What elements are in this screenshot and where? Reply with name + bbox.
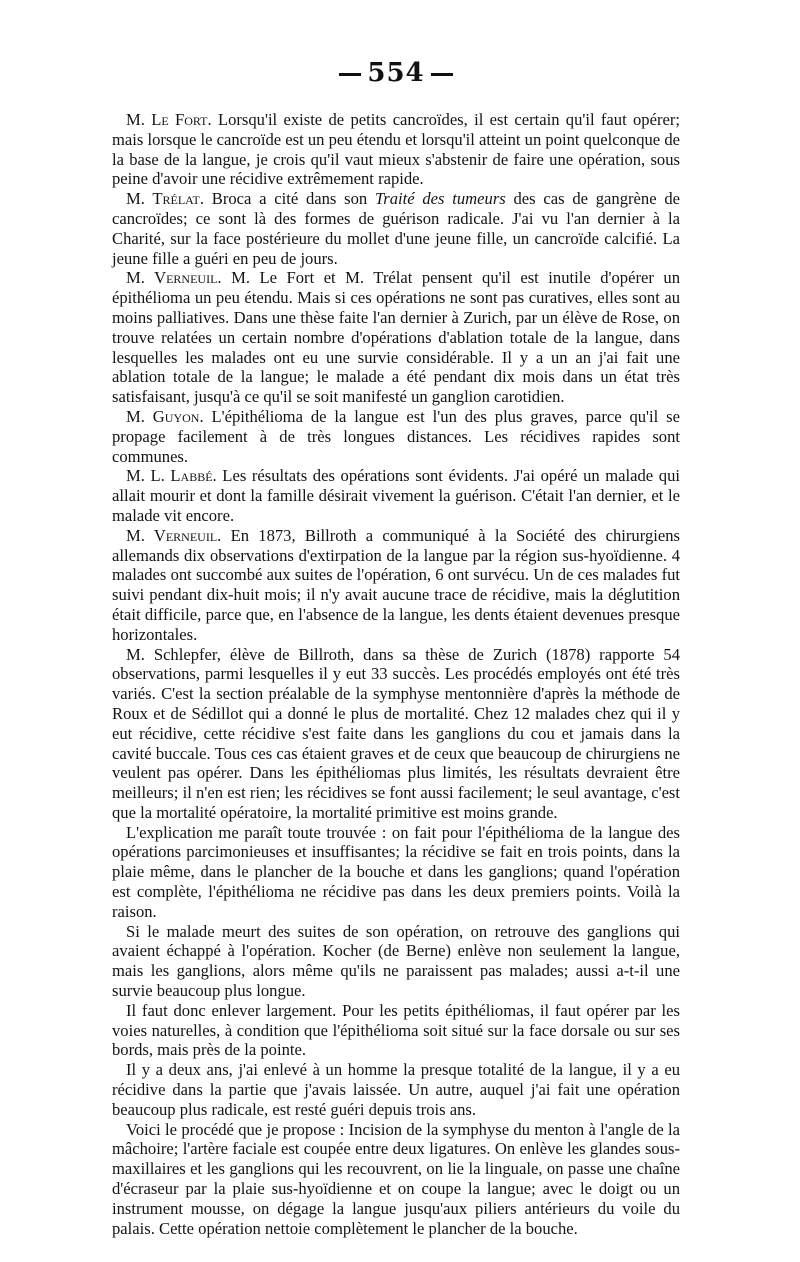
paragraph-labbe [112, 466, 680, 525]
book-title: Traité des tumeurs [374, 189, 506, 209]
paragraph-text: En 1873, Billroth a communiqué à la Société des chirurgiens allemands dix observations d'extirpation de la langue par la région sus-hyoïdienne. 4 malades ont succombé aux suites de l'opération, 6 ont survécu. Un de ces malades fut suivi pendant dix-huit mois; il n'y avait aucune trace de récidive, mais la déglutition était difficile, parce que, en l'absence de la langue, les dents étaient devenues presque horizontales. [112, 525, 680, 644]
paragraph-text: L'explication me paraît toute trouvée : on fait pour l'épithélioma de la langue des opérations parcimonieuses et insuffisantes; la récidive se fait en trois points, dans la plaie même, dans le plancher de la bouche et dans les ganglions; quand l'opération est complète, l'épithélioma ne récidive pas dans les deux premiers points. Voilà la raison. [112, 822, 680, 921]
paragraph-explication [112, 823, 680, 922]
dash-left [339, 73, 361, 76]
paragraph-text: des cas de gangrène de cancroïdes; ce sont là des formes de guérison radicale. J'ai vu l'an dernier à la Charité, sur la face postérieure du mollet d'une jeune fille, un cancroïde calcifié. La jeune fille a guéri en peu de jours. [112, 189, 680, 268]
paragraph-guyon [112, 407, 680, 466]
speaker-name: M. Verneuil. [126, 268, 222, 288]
speaker-name: M. L. Labbé. [126, 466, 217, 486]
paragraph-text: M. Le Fort et M. Trélat pensent qu'il est inutile d'opérer un épithélioma un peu étendu. Mais si ces opérations ne sont pas curatives, elles sont au moins palliatives. Dans une thèse faite l'an dernier à Zurich, par un élève de Rose, on trouve relatées un certain nombre d'opérations d'ablation totale de la langue, dans lesquelles les malades ont eu une survie considérable. Il y a un an j'ai fait une ablation totale de la langue; le malade a été pendant dix mois dans un état très satisfaisant, jusqu'à ce qu'il se soit manifesté un ganglion carotidien. [112, 268, 680, 407]
speaker-name: M. Le Fort. [126, 110, 212, 129]
speaker-name: M. Guyon. [126, 406, 204, 426]
paragraph-procede [112, 1120, 680, 1239]
paragraph-verneuil-2 [112, 526, 680, 645]
dash-right [431, 73, 453, 76]
paragraph-le-fort [112, 110, 680, 189]
paragraph-text: Il faut donc enlever largement. Pour les petits épithéliomas, il faut opérer par les voies naturelles, à condition que l'épithélioma soit situé sur la face dorsale ou sur ses bords, mais près de la pointe. [112, 1000, 680, 1060]
paragraph-text: Il y a deux ans, j'ai enlevé à un homme la presque totalité de la langue, il y a eu récidive dans la partie que j'avais laissée. Un autre, auquel j'ai fait une opération beaucoup plus radicale, est resté guéri depuis trois ans. [112, 1060, 680, 1119]
paragraph-verneuil-1 [112, 268, 680, 407]
paragraph-text: L'épithélioma de la langue est l'un des plus graves, parce qu'il se propage facilement à de très longues distances. Les récidives rapides sont communes. [112, 406, 680, 466]
paragraph-trelat [112, 189, 680, 268]
paragraph-text: Lorsqu'il existe de petits cancroïdes, il est certain qu'il faut opérer; mais lorsque le cancroïde est un peu étendu et lorsqu'il atteint un point quelconque de la base de la langue, je crois qu'il vaut mieux s'abstenir de faire une opération, sous peine d'avoir une récidive extrêmement rapide. [112, 110, 680, 189]
paragraph-text: Broca a cité dans son [203, 189, 375, 209]
paragraph-text: Les résultats des opérations sont évidents. J'ai opéré un malade qui allait mourir et dont la famille désirait vivement la guérison. C'était l'an dernier, et le malade vit encore. [112, 466, 680, 525]
paragraph-schlepfer [112, 645, 680, 823]
page-number [112, 58, 680, 88]
paragraph-text: Si le malade meurt des suites de son opération, on retrouve des ganglions qui avaient échappé à l'opération. Kocher (de Berne) enlève non seulement la langue, mais les ganglions, alors même qu'ils ne paraissent pas malades; aussi a-t-il une survie beaucoup plus longue. [112, 921, 680, 1001]
paragraph-text: M. Schlepfer, élève de Billroth, dans sa thèse de Zurich (1878) rapporte 54 observations, parmi lesquelles il y eut 33 succès. Les procédés employés ont été très variés. C'est la section préalable de la symphyse mentonnière d'après la méthode de Roux et de Sédillot qui a donné le plus de mortalité. Chez 12 malades chez qui il y eut récidive, cette récidive s'est faite dans les ganglions du cou et jamais dans la cavité buccale. Tous ces cas étaient graves et de ceux que beaucoup de chirurgiens ne veulent pas opérer. Dans les épithéliomas plus limités, les résultats devraient être meilleurs; il n'en est rien; les récidives se font aussi facilement; le seul avantage, c'est que la mortalité opératoire, la mortalité primitive est moins grande. [112, 644, 680, 822]
speaker-name: M. Trélat. [126, 189, 204, 209]
speaker-name: M. Verneuil. [126, 525, 222, 545]
text-body [112, 110, 680, 1238]
page-number-text: 554 [367, 58, 425, 88]
paragraph-ganglions [112, 922, 680, 1001]
paragraph-enlever [112, 1001, 680, 1060]
paragraph-text: Voici le procédé que je propose : Incision de la symphyse du menton à l'angle de la mâchoire; l'artère faciale est coupée entre deux ligatures. On enlève les glandes sous-maxillaires et les ganglions qui les recouvrent, on lie la linguale, on passe une chaîne d'écraseur par la plaie sus-hyoïdienne et on coupe la langue; avec le doigt ou un instrument mousse, on dégage la langue jusqu'aux piliers antérieurs du voile du palais. Cette opération nettoie complètement le plancher de la bouche. [112, 1119, 680, 1238]
paragraph-deux-ans [112, 1060, 680, 1119]
